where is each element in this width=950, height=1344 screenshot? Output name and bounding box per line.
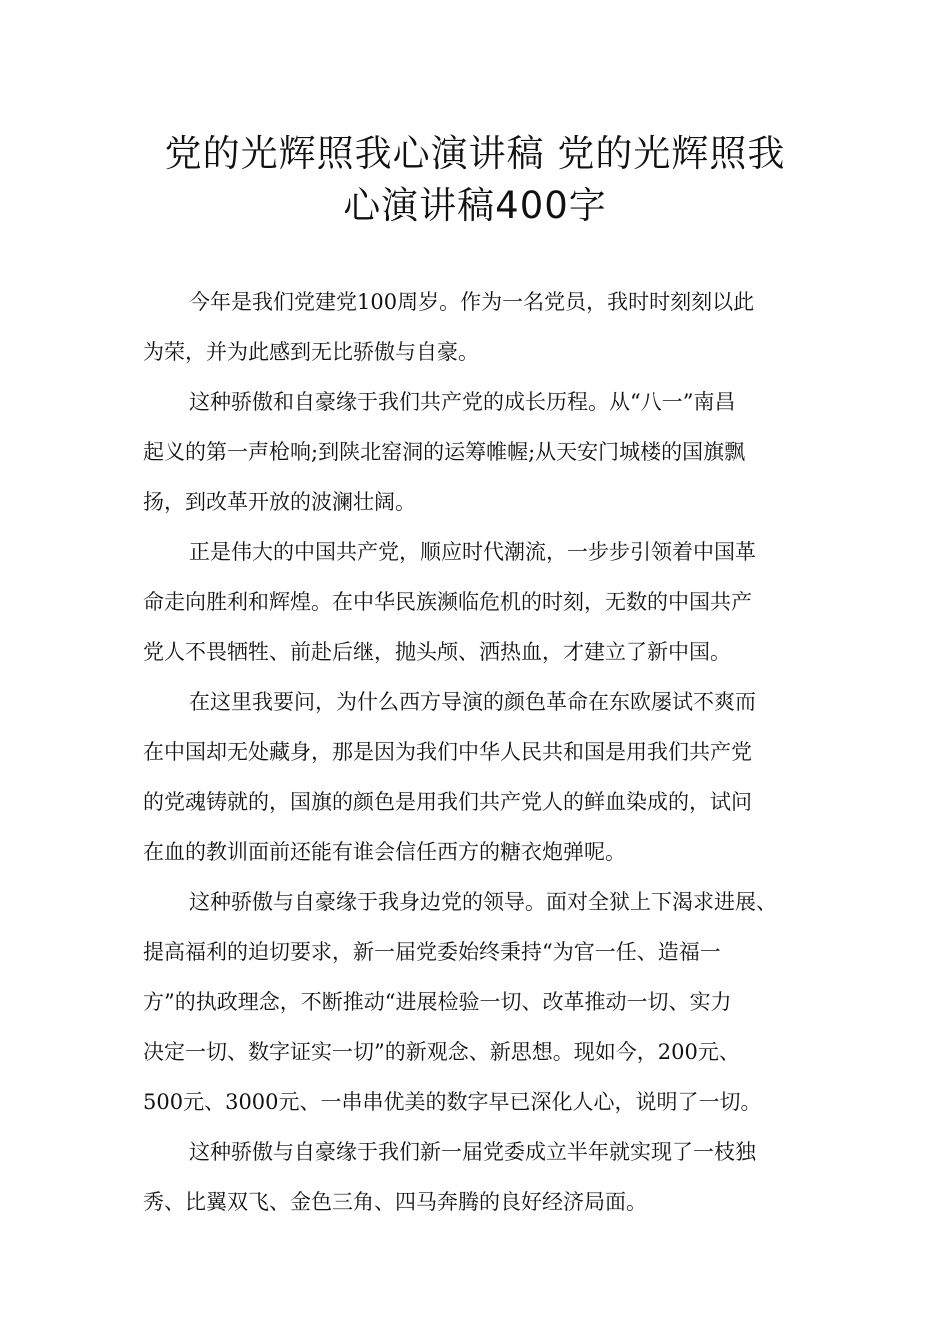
paragraph-line: 在这里我要问，为什么西方导演的颜色革命在东欧屡试不爽而: [189, 690, 756, 714]
paragraph-line: 正是伟大的中国共产党，顺应时代潮流，一步步引领着中国革: [189, 540, 756, 564]
paragraph-line: 党人不畏牺牲、前赴后继，抛头颅、洒热血，才建立了新中国。: [143, 640, 731, 664]
paragraph-line: 这种骄傲与自豪缘于我们新一届党委成立半年就实现了一枝独: [189, 1140, 756, 1164]
paragraph-line: 在血的教训面前还能有谁会信任西方的糖衣炮弹呢。: [143, 840, 626, 864]
paragraph: [143, 1127, 827, 1227]
paragraph-line: 决定一切、数字证实一切”的新观念、新思想。现如今，200元、: [143, 1040, 740, 1064]
title-line: 党的光辉照我心演讲稿 党的光辉照我: [164, 132, 786, 175]
paragraph-line: 的党魂铸就的，国旗的颜色是用我们共产党人的鲜血染成的，试问: [143, 790, 752, 814]
paragraph-line: 500元、3000元、一串串优美的数字早已深化人心，说明了一切。: [143, 1090, 762, 1114]
paragraph-line: 秀、比翼双飞、金色三角、四马奔腾的良好经济局面。: [143, 1190, 647, 1214]
document-title: [100, 128, 850, 232]
paragraph-line: 方”的执政理念，不断推动“进展检验一切、改革推动一切、实力: [143, 990, 732, 1014]
paragraph-line: 这种骄傲与自豪缘于我身边党的领导。面对全狱上下渴求进展、: [189, 890, 777, 914]
paragraph-line: 为荣，并为此感到无比骄傲与自豪。: [143, 340, 479, 364]
paragraph: [143, 277, 827, 377]
paragraph-line: 在中国却无处藏身，那是因为我们中华人民共和国是用我们共产党: [143, 740, 752, 764]
paragraph: [143, 877, 827, 1127]
paragraph-line: 这种骄傲和自豪缘于我们共产党的成长历程。从“八一”南昌: [189, 390, 736, 414]
paragraph-line: 扬，到改革开放的波澜壮阔。: [143, 490, 416, 514]
paragraph-line: 命走向胜利和辉煌。在中华民族濒临危机的时刻，无数的中国共产: [143, 590, 752, 614]
paragraph-line: 起义的第一声枪响;到陕北窑洞的运筹帷幄;从天安门城楼的国旗飘: [143, 440, 746, 464]
title-line: 心演讲稿400字: [343, 184, 607, 227]
paragraph-line: 提高福利的迫切要求，新一届党委始终秉持“为官一任、造福一: [143, 940, 721, 964]
paragraph: [143, 527, 827, 677]
paragraph-line: 今年是我们党建党100周岁。作为一名党员，我时时刻刻以此: [189, 290, 755, 314]
paragraph: [143, 377, 827, 527]
paragraph: [143, 677, 827, 877]
document-body: [143, 277, 827, 1227]
